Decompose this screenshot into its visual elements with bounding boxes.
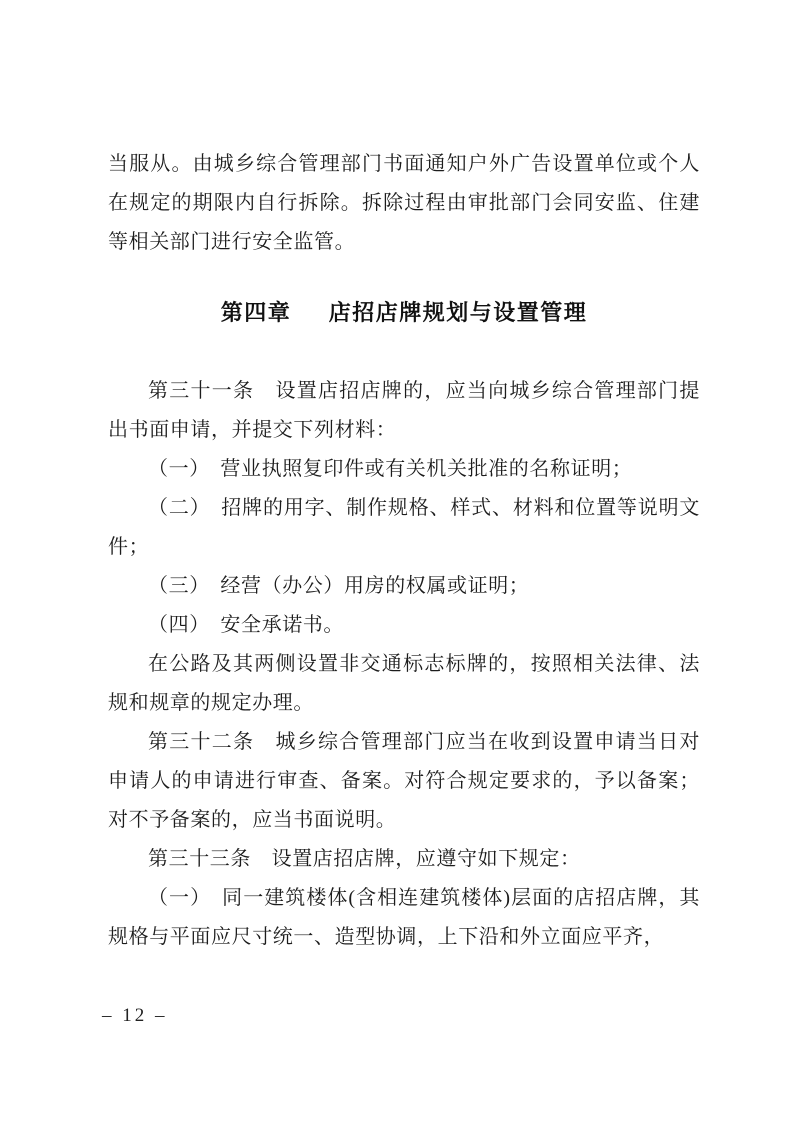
paragraph-article-31: 第三十一条 设置店招店牌的，应当向城乡综合管理部门提出书面申请，并提交下列材料： [108,380,700,441]
page-number: – 12 – [102,1005,168,1026]
paragraph-article-31-item-4: （四） 安全承诺书。 [148,614,344,636]
chapter-number: 第四章 [220,300,292,325]
paragraph-article-33: 第三十三条 设置店招店牌，应遵守如下规定： [148,848,581,870]
paragraph-article-33-item-1: （一） 同一建筑楼体(含相连建筑楼体)层面的店招店牌，其规格与平面应尺寸统一、造型协调，上下沿和外立面应平齐， [108,887,700,948]
paragraph-article-31-item-1: （一） 营业执照复印件或有关机关批准的名称证明； [148,458,633,480]
chapter-title: 店招店牌规划与设置管理 [328,300,588,325]
paragraph-article-31-item-3: （三） 经营（办公）用房的权属或证明； [148,575,530,597]
paragraph-article-31-roads: 在公路及其两侧设置非交通标志标牌的，按照相关法律、法规和规章的规定办理。 [108,653,700,714]
chapter-heading [108,293,700,333]
document-content [108,145,700,957]
paragraph-continuation: 当服从。由城乡综合管理部门书面通知户外广告设置单位或个人在规定的期限内自行拆除。拆除过程由审批部门会同安监、住建等相关部门进行安全监管。 [108,153,700,253]
paragraph-article-31-item-2: （二） 招牌的用字、制作规格、样式、材料和位置等说明文件； [108,497,700,558]
paragraph-article-32: 第三十二条 城乡综合管理部门应当在收到设置申请当日对申请人的申请进行审查、备案。对符合规定要求的，予以备案；对不予备案的，应当书面说明。 [108,731,700,831]
